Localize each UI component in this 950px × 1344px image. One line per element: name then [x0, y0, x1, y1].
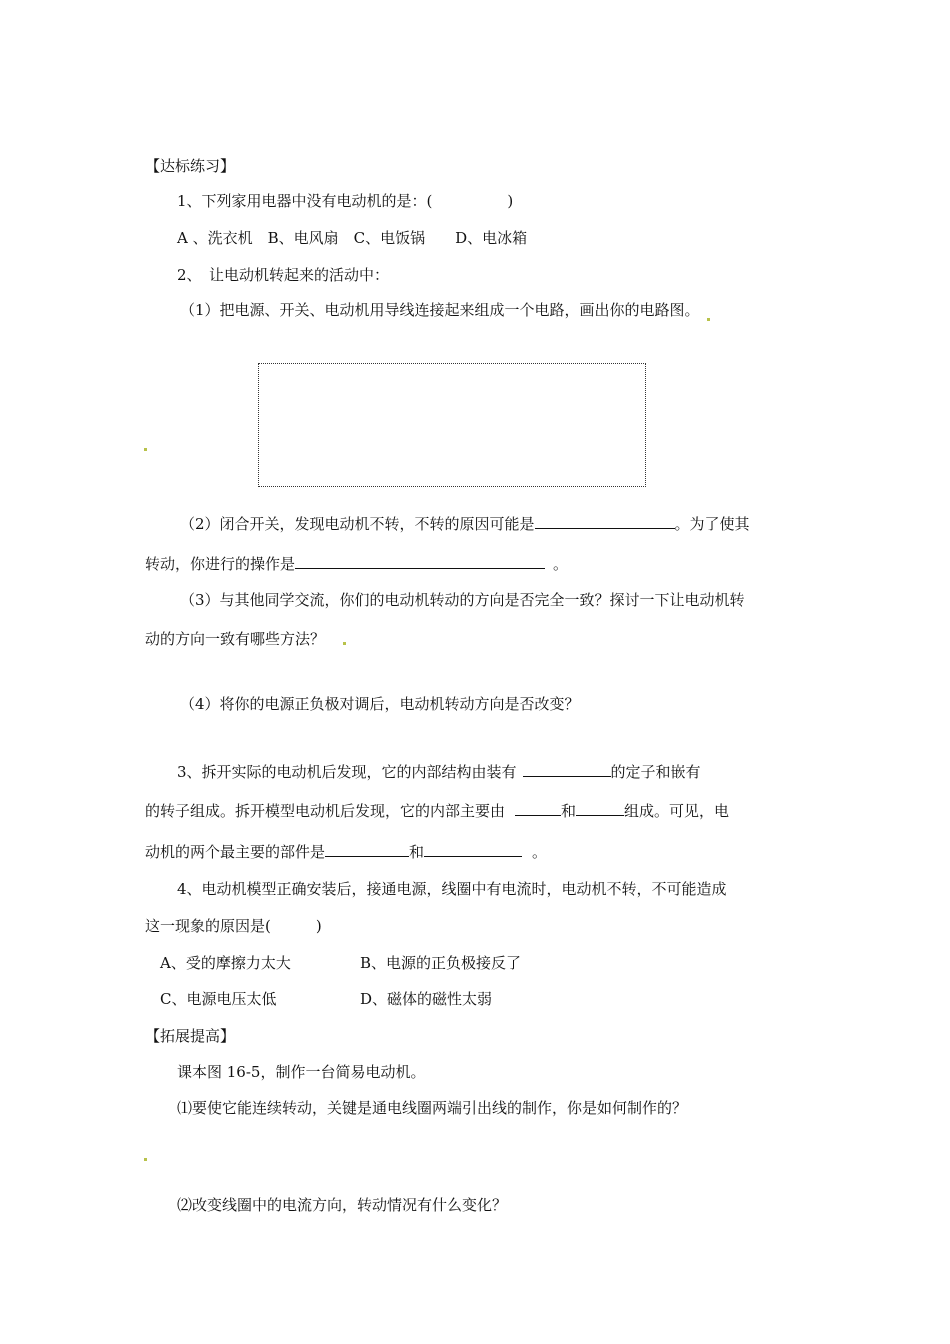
question-4-line-1: 4、电动机模型正确安装后，接通电源，线圈中有电流时，电动机不转，不可能造成	[177, 880, 727, 898]
extension-question-2: ⑵改变线圈中的电流方向，转动情况有什么变化？	[177, 1196, 508, 1214]
question-3-line-1	[177, 760, 701, 783]
question-4-option-d: D、磁体的磁性太弱	[360, 990, 493, 1008]
question-2-part-3-line-1: （3）与其他同学交流，你们的电动机转动的方向是否完全一致？探讨一下让电动机转	[180, 591, 745, 609]
question-3-line-3	[145, 840, 547, 863]
question-2-stem: 2、 让电动机转起来的活动中：	[177, 266, 390, 284]
answer-blank[interactable]	[515, 799, 561, 816]
answer-blank[interactable]	[325, 840, 409, 857]
section-heading-practice: 【达标练习】	[145, 157, 236, 175]
q2-part-2-text-a: （2）闭合开关，发现电动机不转，不转的原因可能是	[180, 515, 535, 533]
answer-blank[interactable]	[523, 760, 611, 777]
speck-mark	[707, 318, 710, 321]
q2-part-2-text-d: 。	[553, 555, 569, 573]
q3-text-d: 和	[561, 802, 577, 820]
question-2-part-4: （4）将你的电源正负极对调后，电动机转动方向是否改变？	[180, 695, 580, 713]
question-2-part-2-line-1	[180, 512, 750, 535]
speck-mark	[144, 448, 147, 451]
q3-text-h: 。	[532, 843, 548, 861]
question-2-part-2-line-2	[145, 552, 568, 575]
q2-part-2-text-c: 转动，你进行的操作是	[145, 555, 296, 573]
q2-part-2-text-b: 。为了使其	[674, 515, 750, 533]
q3-text-b: 的定子和嵌有	[610, 763, 701, 781]
question-2-part-1: （1）把电源、开关、电动机用导线连接起来组成一个电路，画出你的电路图。	[180, 301, 700, 319]
circuit-drawing-box[interactable]	[258, 363, 646, 487]
question-1-stem: 1、下列家用电器中没有电动机的是：( )	[177, 192, 514, 210]
question-3-line-2	[145, 799, 729, 822]
section-heading-extension: 【拓展提高】	[145, 1027, 236, 1045]
speck-mark	[343, 642, 346, 645]
question-2-part-3-line-2: 动的方向一致有哪些方法？	[145, 630, 326, 648]
q3-text-c: 的转子组成。拆开模型电动机后发现，它的内部主要由	[145, 802, 506, 820]
question-4-option-a: A、受的摩擦力太大	[160, 954, 291, 972]
q3-text-e: 组成。可见，电	[624, 802, 730, 820]
q3-text-a: 3、拆开实际的电动机后发现，它的内部结构由装有	[177, 763, 517, 781]
speck-mark	[144, 1158, 147, 1161]
answer-blank[interactable]	[424, 840, 522, 857]
answer-blank[interactable]	[576, 799, 624, 816]
question-1-options: A 、洗衣机 B、电风扇 C、电饭锅 D、电冰箱	[177, 229, 528, 247]
question-4-line-2: 这一现象的原因是( )	[145, 917, 322, 935]
answer-blank[interactable]	[295, 552, 545, 569]
question-4-option-c: C、电源电压太低	[160, 990, 277, 1008]
q3-text-g: 和	[409, 843, 425, 861]
answer-blank[interactable]	[535, 512, 675, 529]
extension-question-1: ⑴要使它能连续转动，关键是通电线圈两端引出线的制作，你是如何制作的？	[177, 1099, 688, 1117]
q3-text-f: 动机的两个最主要的部件是	[145, 843, 326, 861]
question-4-option-b: B、电源的正负极接反了	[360, 954, 522, 972]
extension-intro: 课本图 16-5，制作一台简易电动机。	[177, 1063, 426, 1081]
